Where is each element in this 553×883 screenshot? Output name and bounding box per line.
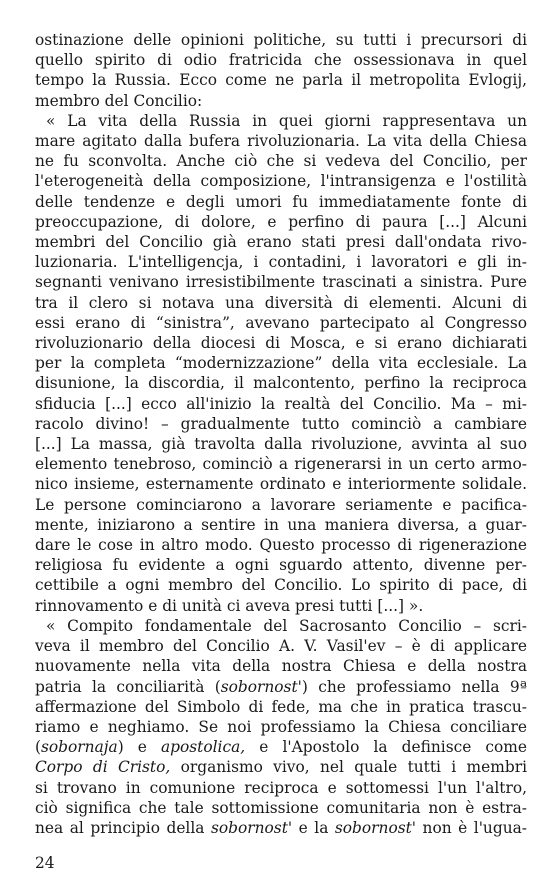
quote-line: [...] La massa, già travolta dalla rivoluzione, avvinta al suo <box>35 435 527 454</box>
page-number: 24 <box>35 854 55 872</box>
italic-term: sobornost' <box>334 818 417 837</box>
text-line: membro del Concilio: <box>35 91 203 110</box>
text-segment: e l'Apostolo la definisce come <box>245 738 527 757</box>
quote-line: nico insieme, esternamente ordinato e interiormente solidale. <box>35 475 527 494</box>
quote-line: l'eterogeneità della composizione, l'intransigenza e l'ostilità <box>35 172 527 191</box>
italic-term: sobornost' <box>210 818 293 837</box>
quote-line <box>35 757 527 777</box>
text-segment: non è l'ugua- <box>416 818 527 837</box>
text-line: quello spirito di odio fratricida che ossessionava in quel <box>35 51 527 70</box>
quote-line: nuovamente nella vita della nostra Chiesa e della nostra <box>35 657 527 676</box>
quote-line: si trovano in comunione reciproca e sottomessi l'un l'altro, <box>35 778 527 797</box>
quote-line: rinnovamento e di unità ci aveva presi tutti [...] ». <box>35 596 424 615</box>
quote-line: sfiducia [...] ecco all'inizio la realtà del Concilio. Ma – mi- <box>35 394 527 413</box>
text-segment: nea al principio della <box>35 818 211 837</box>
quote-line: preoccupazione, di dolore, e perfino di paura [...] Alcuni <box>35 212 527 231</box>
quote-line: essi erano di “sinistra”, avevano partecipato al Congresso <box>35 313 527 332</box>
quote-line: tra il clero si notava una diversità di elementi. Alcuni di <box>35 293 527 312</box>
italic-term: sobornost' <box>220 677 302 696</box>
quote-line: mente, iniziarono a sentire in una maniera diversa, a guar- <box>35 515 527 534</box>
text-line: tempo la Russia. Ecco come ne parla il metropolita Evlogij, <box>35 71 527 90</box>
quote-line: « La vita della Russia in quei giorni rappresentava un <box>46 111 527 130</box>
italic-term: Corpo di Cristo, <box>35 758 171 777</box>
text-segment: ) e <box>117 738 161 757</box>
text-segment: ( <box>35 738 42 757</box>
text-segment: organismo vivo, nel quale tutti i membri <box>170 758 527 777</box>
quote-line: per la completa “modernizzazione” della vita ecclesiale. La <box>35 354 527 373</box>
quote-line: « Compito fondamentale del Sacrosanto Concilio – scri- <box>46 616 527 635</box>
quote-line: cettibile a ogni membro del Concilio. Lo spirito di pace, di <box>35 576 527 595</box>
quote-line: ne fu sconvolta. Anche ciò che si vedeva del Concilio, per <box>35 152 527 171</box>
quote-line <box>35 737 527 757</box>
quote-line: religiosa fu evidente a ogni sguardo attento, divenne per- <box>35 556 527 575</box>
quote-line: mare agitato dalla bufera rivoluzionaria. La vita della Chiesa <box>35 132 527 151</box>
quote-line: luzionaria. L'intelligencja, i contadini, i lavoratori e gli in- <box>35 253 527 272</box>
quote-line: ciò significa che tale sottomissione comunitaria non è estra- <box>35 798 527 817</box>
quote-line: Le persone cominciarono a lavorare seriamente e pacifica- <box>35 495 527 514</box>
text-segment: e la <box>292 818 335 837</box>
quote-line: affermazione del Simbolo di fede, ma che in pratica trascu- <box>35 697 527 716</box>
quote-line: membri del Concilio già erano stati presi dall'ondata rivo- <box>35 233 527 252</box>
quote-line <box>35 818 527 838</box>
body-text <box>35 30 527 838</box>
italic-term: apostolica, <box>160 738 246 757</box>
text-segment: patria la conciliarità ( <box>35 677 221 696</box>
quote-line: segnanti venivano irresistibilmente trascinati a sinistra. Pure <box>35 273 527 292</box>
quote-line: riamo e neghiamo. Se noi professiamo la Chiesa conciliare <box>35 717 527 736</box>
quote-line: rivoluzionario della diocesi di Mosca, e si erano dichiarati <box>35 334 527 353</box>
quote-line: veva il membro del Concilio A. V. Vasil'ev – è di applicare <box>35 637 527 656</box>
quote-line: racolo divino! – gradualmente tutto cominciò a cambiare <box>35 414 527 433</box>
text-line: ostinazione delle opinioni politiche, su tutti i precursori di <box>35 31 527 49</box>
quote-line: dare le cose in altro modo. Questo processo di rigenerazione <box>35 536 527 555</box>
quote-line: delle tendenze e degli umori fu immediatamente fonte di <box>35 192 527 211</box>
quote-line <box>35 677 527 697</box>
quote-line: disunione, la discordia, il malcontento, perfino la reciproca <box>35 374 527 393</box>
quote-line: elemento tenebroso, cominciò a rigenerarsi in un certo armo- <box>35 455 527 474</box>
italic-term: sobornaja <box>41 738 118 757</box>
text-segment: ) che professiamo nella 9ª <box>301 677 527 696</box>
